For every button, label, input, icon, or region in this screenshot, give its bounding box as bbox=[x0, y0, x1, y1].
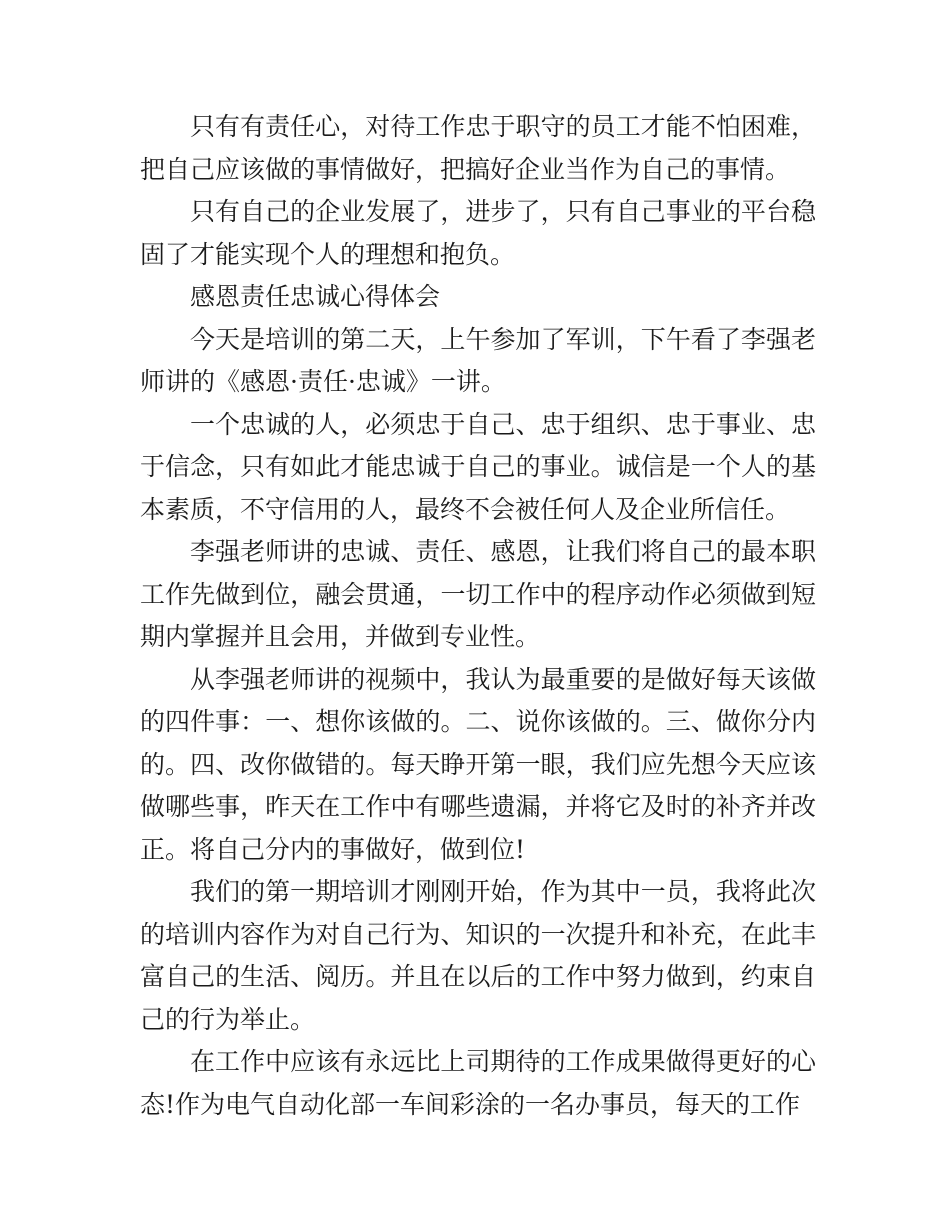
paragraph-4: 一个忠诚的人，必须忠于自己、忠于组织、忠于事业、忠于信念，只有如此才能忠诚于自己的事业。诚信是一个人的基本素质，不守信用的人，最终不会被任何人及企业所信任。 bbox=[140, 409, 816, 524]
paragraph-2: 只有自己的企业发展了，进步了，只有自己事业的平台稳固了才能实现个人的理想和抱负。 bbox=[140, 197, 816, 269]
paragraph-6: 从李强老师讲的视频中，我认为最重要的是做好每天该做的四件事：一、想你该做的。二、说你该做的。三、做你分内的。四、改你做错的。每天睁开第一眼，我们应先想今天应该做哪些事，昨天在工作中有哪些遗漏，并将它及时的补齐并改正。将自己分内的事做好，做到位! bbox=[140, 664, 816, 864]
paragraph-1: 只有有责任心，对待工作忠于职守的员工才能不怕困难，把自己应该做的事情做好，把搞好企业当作为自己的事情。 bbox=[140, 112, 816, 184]
paragraph-5: 李强老师讲的忠诚、责任、感恩，让我们将自己的最本职工作先做到位，融会贯通，一切工作中的程序动作必须做到短期内掌握并且会用，并做到专业性。 bbox=[140, 537, 816, 651]
section-heading: 感恩责任忠诚心得体会 bbox=[190, 282, 441, 311]
paragraph-7: 我们的第一期培训才刚刚开始，作为其中一员，我将此次的培训内容作为对自己行为、知识的一次提升和补充，在此丰富自己的生活、阅历。并且在以后的工作中努力做到，约束自己的行为举止。 bbox=[140, 877, 816, 1034]
paragraph-3: 今天是培训的第二天，上午参加了军训，下午看了李强老师讲的《感恩·责任·忠诚》一讲。 bbox=[140, 324, 816, 396]
document-page bbox=[140, 106, 816, 1126]
paragraph-8: 在工作中应该有永远比上司期待的工作成果做得更好的心态!作为电气自动化部一车间彩涂的一名办事员，每天的工作 bbox=[140, 1047, 816, 1119]
